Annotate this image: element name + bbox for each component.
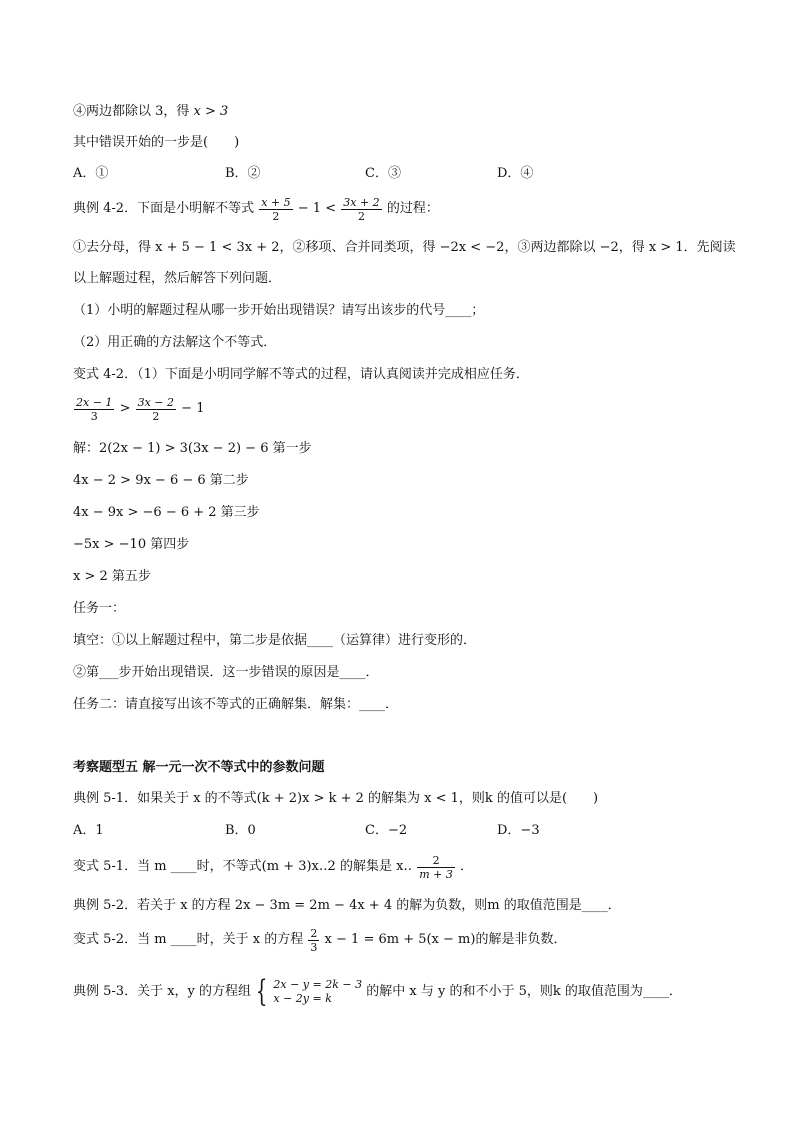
variant-5-1: 变式 5-1．当 m ____时，不等式(m + 3)x‥2 的解集是 x‥ $\frac{2}{m + 3}$ ．	[73, 853, 474, 881]
option-c: C．③	[365, 166, 401, 181]
task-1-label: 任务一：	[73, 601, 126, 616]
step-line-5: x > 2 第五步	[73, 569, 151, 584]
example-5-3: 典例 5-3．关于 x，y 的方程组 { 2x − y = 2k − 3 x − 2y = k 的解中 x 与 y 的和不小于 5，则k 的取值范围为____．	[73, 974, 682, 1009]
example-4-2: 典例 4-2．下面是小明解不等式 $\frac{x + 5}{2}$ − 1 < $\frac{3x + 2}{2}$ 的过程：	[73, 195, 439, 223]
option-d: D．−3	[497, 823, 540, 838]
fraction: $\frac{2x - 1}{3}$	[76, 395, 113, 423]
section-heading: 考察题型五 解一元一次不等式中的参数问题	[73, 760, 325, 775]
step-line-3: 4x − 9x > −6 − 6 + 2 第三步	[73, 505, 260, 520]
option-a: A．1	[73, 823, 104, 838]
brace-symbol: {	[255, 974, 268, 1009]
variant-4-2: 变式 4-2．（1）下面是小明同学解不等式的过程，请认真阅读并完成相应任务．	[73, 367, 529, 382]
fraction: $\frac{3x - 2}{2}$	[137, 395, 175, 423]
fraction: $\frac{x + 5}{2}$	[261, 195, 291, 223]
step-line-4: −5x > −10 第四步	[73, 537, 190, 552]
sub-question-2: （2）用正确的方法解这个不等式．	[73, 335, 277, 350]
equation-system: 2x − y = 2k − 3 x − 2y = k	[273, 978, 363, 1005]
question-prompt: 其中错误开始的一步是( )	[73, 135, 240, 150]
option-d: D．④	[497, 166, 534, 181]
sub-question-1: （1）小明的解题过程从哪一步开始出现错误？请写出该步的代号____；	[73, 303, 485, 318]
option-c: C．−2	[365, 823, 408, 838]
instruction-text: 以上解题过程，然后解答下列问题．	[73, 271, 282, 286]
fraction: $\frac{2}{m + 3}$	[419, 853, 453, 881]
step-line-2: 4x − 2 > 9x − 6 − 6 第二步	[73, 473, 249, 488]
example-5-2: 典例 5-2．若关于 x 的方程 2x − 3m = 2m − 4x + 4 的解为负数，则m 的取值范围是____．	[73, 898, 621, 913]
option-b: B．②	[225, 166, 261, 181]
example-5-1: 典例 5-1．如果关于 x 的不等式(k + 2)x > k + 2 的解集为 x < 1，则k 的值可以是( )	[73, 791, 599, 806]
step-4-line: ④两边都除以 3，得 x > 3	[73, 104, 229, 119]
inequality-display: $\frac{2x - 1}{3}$ > $\frac{3x - 2}{2}$ − 1	[76, 395, 205, 423]
option-b: B．0	[225, 823, 256, 838]
task-1-fill-2: ②第___步开始出现错误．这一步错误的原因是____．	[73, 665, 379, 680]
task-1-fill-1: 填空：①以上解题过程中，第二步是依据____（运算律）进行变形的．	[73, 633, 477, 648]
solution-steps: ①去分母，得 x + 5 − 1 < 3x + 2，②移项、合并同类项，得 −2x < −2，③两边都除以 −2，得 x > 1．先阅读	[73, 240, 736, 255]
fraction: $\frac{2}{3}$	[310, 926, 318, 954]
step-line-1: 解：2(2x − 1) > 3(3x − 2) − 6 第一步	[73, 441, 312, 456]
task-2: 任务二：请直接写出该不等式的正确解集．解集：____．	[73, 697, 399, 712]
option-a: A．①	[73, 166, 109, 181]
variant-5-2: 变式 5-2．当 m ____时，关于 x 的方程 $\frac{2}{3}$ x − 1 = 6m + 5(x − m)的解是非负数．	[73, 926, 567, 954]
fraction: $\frac{3x + 2}{2}$	[343, 195, 380, 223]
